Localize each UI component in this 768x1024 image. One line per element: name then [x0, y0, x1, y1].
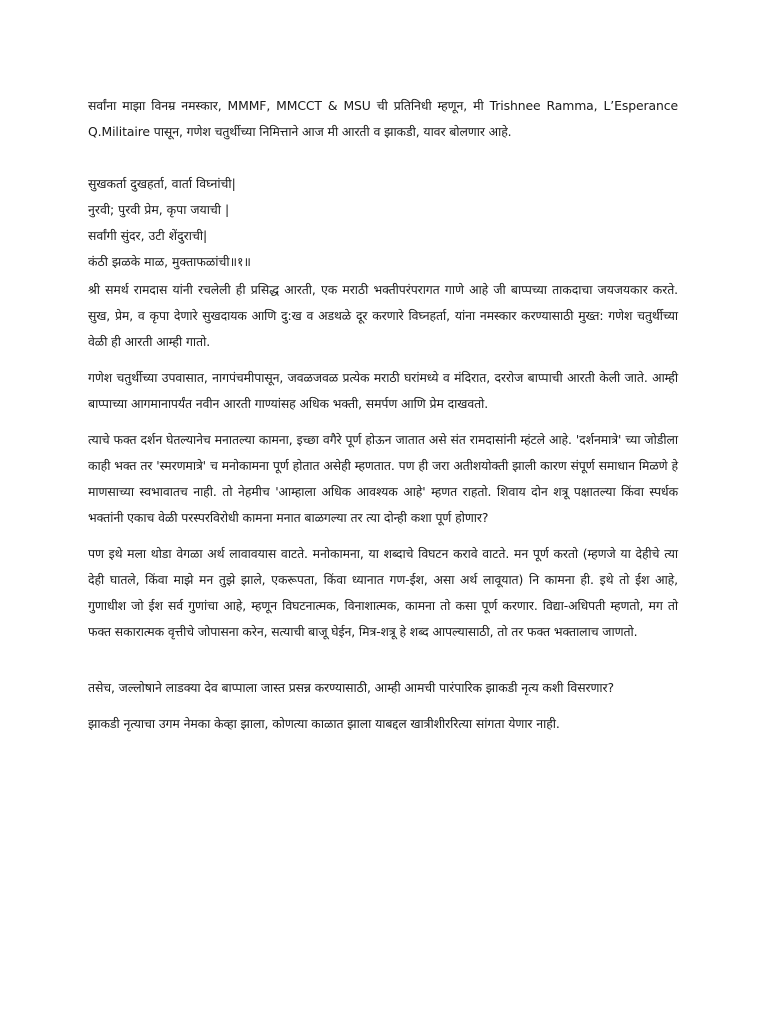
document-body	[88, 93, 678, 737]
verse-line: नुरवी; पुरवी प्रेम, कृपा जयाची |	[88, 202, 230, 217]
body-paragraph: झाकडी नृत्याचा उगम नेमका केव्हा झाला, कोणत्या काळात झाला याबद्दल खात्रीशीररित्या सांगता येणार नाही.	[88, 716, 560, 731]
body-paragraph: पण इथे मला थोडा वेगळा अर्थ लावावयास वाटते. मनोकामना, या शब्दाचे विघटन करावे वाटते. मन पूर्ण करतो (म्हणजे या देहीचे त्या देही घातले, किंवा माझे मन तुझे झाले, एकरूपता, किंवा ध्यानात गण-ईश, असा अर्थ लावूयात) नि कामना ही. इथे तो ईश आहे, गुणाधीश जो ईश सर्व गुणांचा आहे, म्हणून विघटनात्मक, विनाशात्मक, कामना तो कसा पूर्ण करणार. विद्या-अधिपती म्हणतो, मग तो फक्त सकारात्मक वृत्तीचे जोपासना करेन, सत्याची बाजू घेईन, मित्र-शत्रू हे शब्द आपल्यासाठी, तो तर फक्त भक्तालाच जाणतो.	[88, 546, 678, 639]
verse-line: सर्वांगी सुंदर, उटी शेंदुराची|	[88, 228, 208, 243]
body-paragraph: गणेश चतुर्थीच्या उपवासात, नागपंचमीपासून, जवळजवळ प्रत्येक मराठी घरांमध्ये व मंदिरात, दररोज बाप्पाची आरती केली जाते. आम्ही बाप्पाच्या आगमानापर्यंत नवीन आरती गाण्यांसह अधिक भक्ती, समर्पण आणि प्रेम दाखवतो.	[88, 370, 678, 411]
verse-line: कंठी झळके माळ, मुक्ताफळांची॥१॥	[88, 254, 251, 269]
body-paragraph: श्री समर्थ रामदास यांनी रचलेली ही प्रसिद्ध आरती, एक मराठी भक्तीपरंपरागत गाणे आहे जी बाप्पच्या ताकदाचा जयजयकार करते. सुख, प्रेम, व कृपा देणारे सुखदायक आणि दु:ख व अडथळे दूर करणारे विघ्नहर्ता, यांना नमस्कार करण्यासाठी मुख्त: गणेश चतुर्थीच्या वेळी ही आरती आम्ही गातो.	[88, 282, 678, 349]
body-paragraph: तसेच, जल्लोषाने लाडक्या देव बाप्पाला जास्त प्रसन्न करण्यासाठी, आम्ही आमची पारंपारिक झाकडी नृत्य कशी विसरणार?	[88, 680, 614, 695]
intro-paragraph: सर्वांना माझा विनम्र नमस्कार, MMMF, MMCCT & MSU ची प्रतिनिधी म्हणून, मी Trishnee Ramma, L’Esperance Q.Militaire पासून, गणेश चतुर्थीच्या निमित्ताने आज मी आरती व झाकडी, यावर बोलणार आहे.	[88, 98, 678, 139]
body-paragraph: त्याचे फक्त दर्शन घेतल्यानेच मनातल्या कामना, इच्छा वगैरे पूर्ण होऊन जातात असे संत रामदासांनी म्हंटले आहे. 'दर्शनमात्रे' च्या जोडीला काही भक्त तर 'स्मरणमात्रे' च मनोकामना पूर्ण होतात असेही म्हणतात. पण ही जरा अतीशयोक्ती झाली कारण संपूर्ण समाधान मिळणे हे माणसाच्या स्वभावातच नाही. तो नेहमीच 'आम्हाला अधिक आवश्यक आहे' म्हणत राहतो. शिवाय दोन शत्रू पक्षातल्या किंवा स्पर्धक भक्तांनी एकाच वेळी परस्परविरोधी कामना मनात बाळगल्या तर त्या दोन्ही कशा पूर्ण होणार?	[88, 432, 678, 525]
aarti-verse	[88, 171, 678, 275]
verse-line: सुखकर्ता दुखहर्ता, वार्ता विघ्नांची|	[88, 176, 236, 191]
